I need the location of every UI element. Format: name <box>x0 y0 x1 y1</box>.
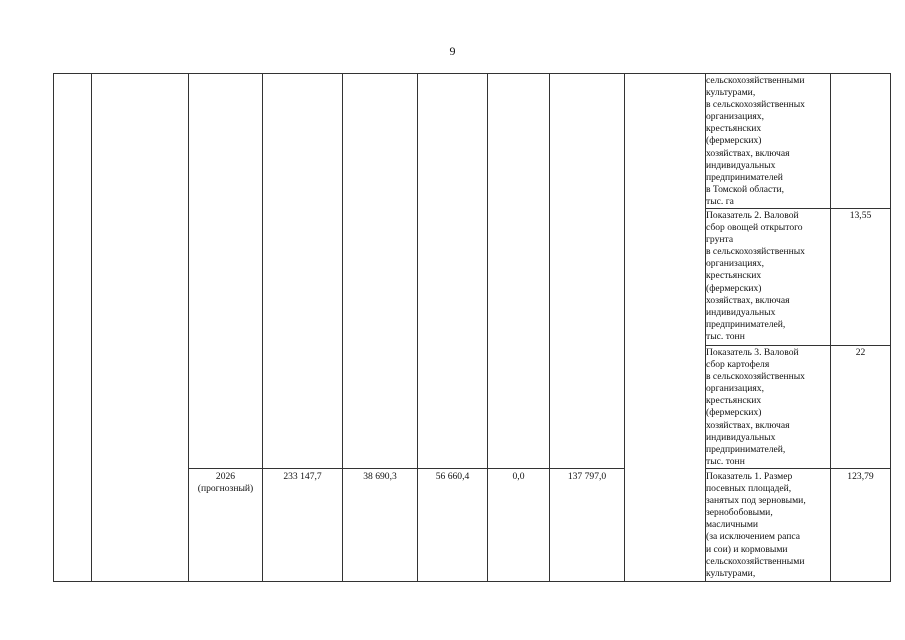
table-left-border <box>53 73 54 582</box>
table-right-border <box>890 73 891 582</box>
col-divider <box>830 73 831 582</box>
indicator-value: 13,55 <box>849 210 872 221</box>
col-divider <box>624 73 625 582</box>
amount-cell: 38 690,3 <box>363 471 397 482</box>
amount-cell: 0,0 <box>512 471 525 482</box>
col-divider <box>487 73 488 582</box>
indicator-cell: сельскохозяйственными культурами, в сельскохозяйственных организациях, крестьянских (фермерских) хозяйствах, включая индивидуальных предпринимателей в Томской области, тыс. га <box>706 75 805 207</box>
indicator-value: 123,79 <box>847 471 874 482</box>
data-table <box>53 73 891 582</box>
page-number: 9 <box>449 44 456 58</box>
row-divider <box>188 468 625 469</box>
row-divider <box>705 345 891 346</box>
col-divider <box>91 73 92 582</box>
amount-total: 233 147,7 <box>283 471 322 482</box>
year-cell: 2026 (прогнозный) <box>197 471 254 495</box>
row-divider <box>705 468 891 469</box>
indicator-cell: Показатель 2. Валовой сбор овощей открытого грунта в сельскохозяйственных организациях, крестьянских (фермерских) хозяйствах, включая индивидуальных предпринимателей, тыс. тонн <box>706 210 805 342</box>
col-divider <box>417 73 418 582</box>
table-bottom-border <box>53 581 891 582</box>
indicator-value: 22 <box>855 347 866 358</box>
col-divider <box>342 73 343 582</box>
col-divider <box>549 73 550 582</box>
amount-cell: 137 797,0 <box>567 471 607 482</box>
table-top-border <box>53 73 891 74</box>
col-divider <box>262 73 263 582</box>
row-divider <box>705 208 891 209</box>
indicator-cell: Показатель 3. Валовой сбор картофеля в сельскохозяйственных организациях, крестьянских (фермерских) хозяйствах, включая индивидуальных предпринимателей, тыс. тонн <box>706 347 805 467</box>
col-divider <box>188 73 189 582</box>
amount-cell: 56 660,4 <box>435 471 470 482</box>
indicator-cell: Показатель 1. Размер посевных площадей, занятых под зерновыми, зернобобовыми, масличными (за исключением рапса и сои) и кормовыми сельскохозяйственными культурами, <box>706 471 806 579</box>
